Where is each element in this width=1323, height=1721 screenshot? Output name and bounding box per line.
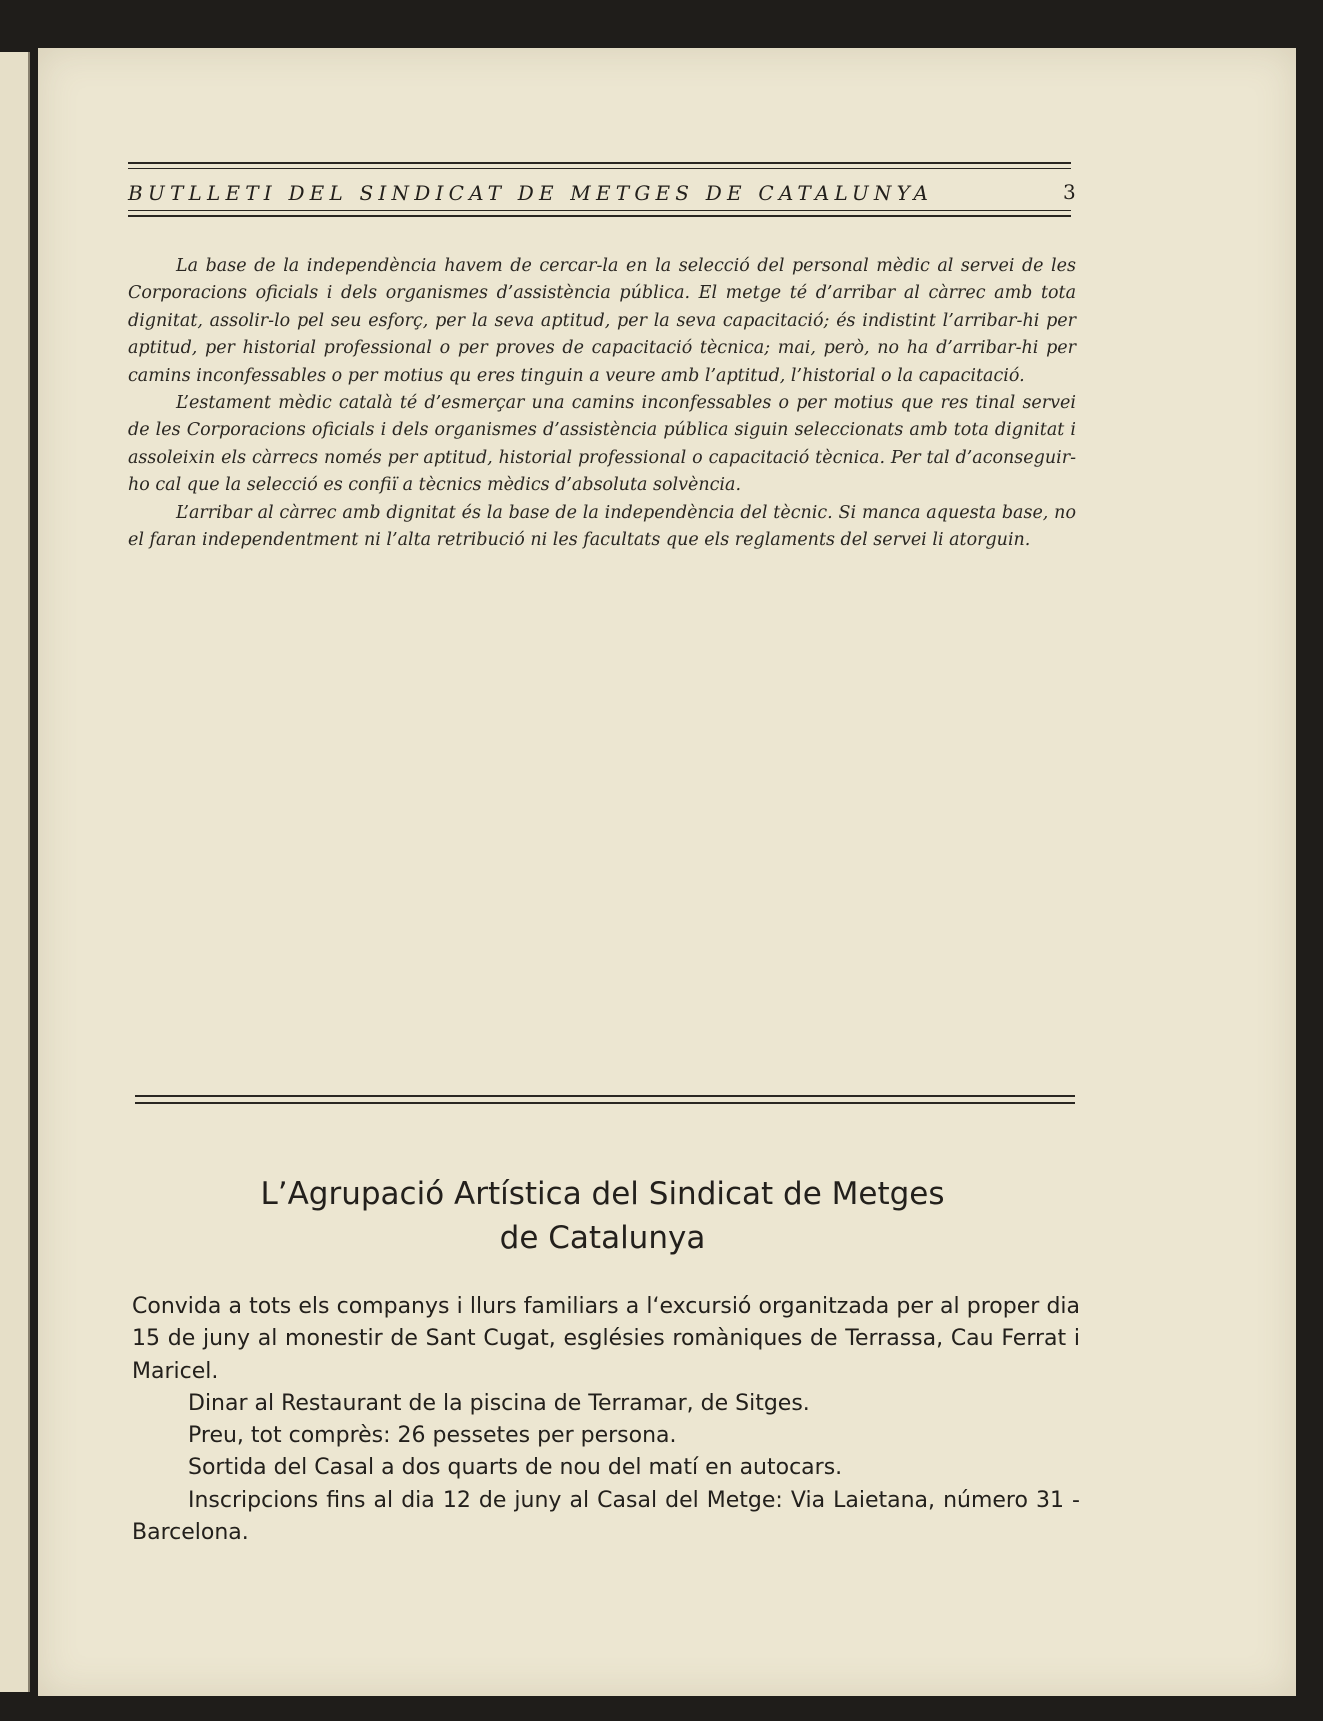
announcement-body [132, 1291, 1080, 1549]
article-paragraph: L’estament mèdic català té d’esmerçar una camins inconfessables o per motius que res tinal servei de les Corporacions oficials i dels organismes d’assistència pública siguin seleccionats amb tota dignitat i assoleixin els càrrecs només per aptitud, historial professional o capacitació tècnica. Per tal d’aconseguir-ho cal que la selecció es confiï a tècnics mèdics d’absoluta solvència. [128, 393, 1076, 496]
page-number: 3 [1063, 180, 1076, 204]
announcement-paragraph: Convida a tots els companys i llurs familiars a l‘excursió organitzada per al proper dia 15 de juny al monestir de Sant Cugat, esglésies romàniques de Terrassa, Cau Ferrat i Maricel. [132, 1294, 1080, 1384]
announcement-title-line: de Catalunya [499, 1220, 706, 1256]
header-rule-bottom-2 [128, 215, 1071, 217]
adjacent-page-edge [0, 52, 30, 1692]
header-rule-top-2 [128, 168, 1071, 169]
announcement-title [130, 1172, 1075, 1260]
announcement-paragraph: Preu, tot comprès: 26 pessetes per persona. [188, 1423, 677, 1449]
announcement-paragraph: Dinar al Restaurant de la piscina de Terramar, de Sitges. [188, 1390, 810, 1416]
announcement-paragraph: Sortida del Casal a dos quarts de nou del matí en autocars. [188, 1455, 843, 1481]
announcement-title-line: L’Agrupació Artística del Sindicat de Metges [260, 1176, 945, 1212]
article-body [128, 253, 1076, 554]
section-separator-1 [135, 1095, 1075, 1097]
header-rule-top-1 [128, 162, 1071, 164]
journal-title: BUTLLETI DEL SINDICAT DE METGES DE CATALUNYA [128, 181, 934, 205]
header-rule-bottom-1 [128, 210, 1071, 211]
announcement-paragraph: Inscripcions fins al dia 12 de juny al Casal del Metge: Via Laietana, número 31 - Barcelona. [132, 1487, 1080, 1546]
section-separator-2 [135, 1102, 1075, 1104]
article-paragraph: L’arribar al càrrec amb dignitat és la base de la independència del tècnic. Si manca aquesta base, no el faran independentment ni l’alta retribució ni les facultats que els reglaments del servei li atorguin. [128, 502, 1076, 551]
article-paragraph: La base de la independència havem de cercar-la en la selecció del personal mèdic al servei de les Corporacions oficials i dels organismes d’assistència pública. El metge té d’arribar al càrrec amb tota dignitat, assolir-lo pel seu esforç, per la seva aptitud, per la seva capacitació; és indistint l’arribar-hi per aptitud, per historial professional o per proves de capacitació tècnica; mai, però, no ha d’arribar-hi per camins inconfessables o per motius qu eres tinguin a veure amb l’aptitud, l’historial o la capacitació. [128, 256, 1076, 386]
